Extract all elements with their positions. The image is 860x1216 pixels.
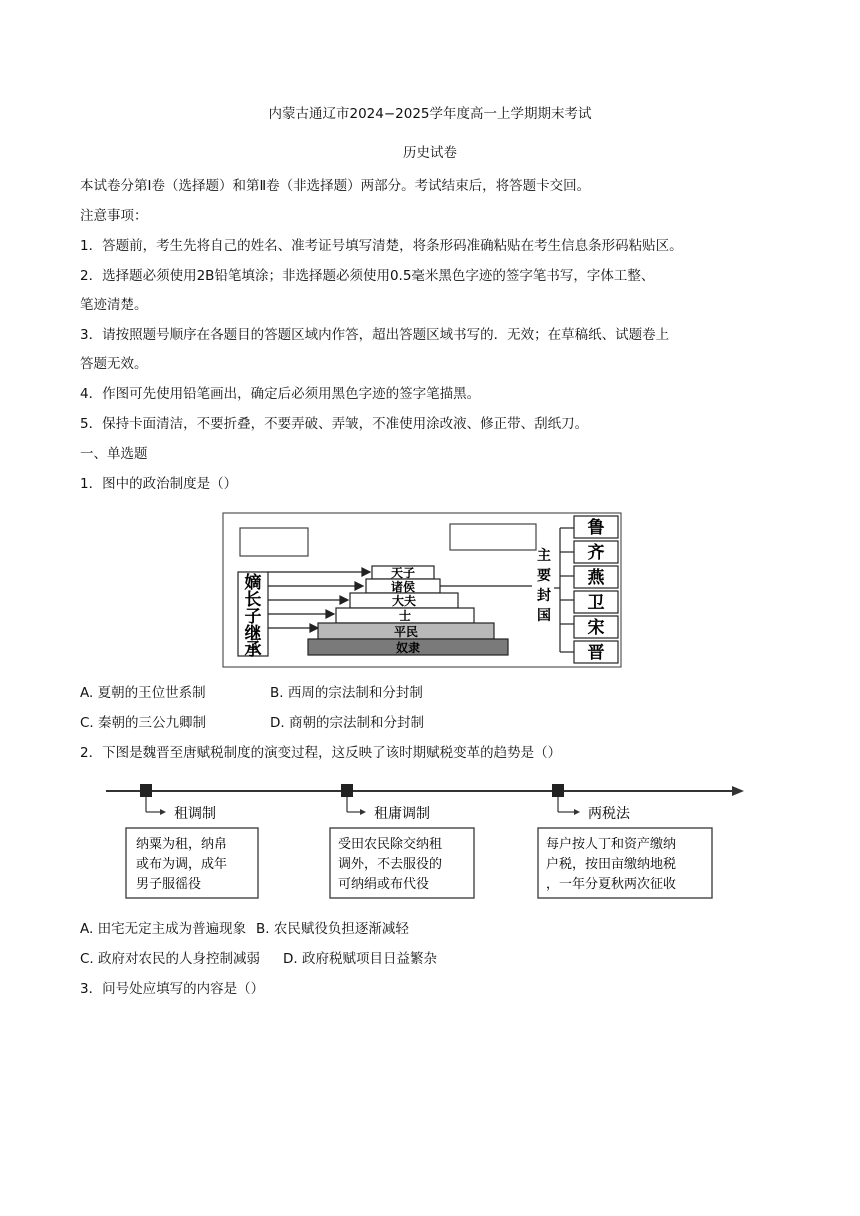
timeline-desc-line: 纳粟为租，纳帛 [136,837,228,852]
notice-item: 1．答题前，考生先将自己的姓名、准考证号填写清楚，将条形码准确粘贴在考生信息条形码粘贴区。 [80,238,683,254]
q2-option-a[interactable]: A. 田宅无定主成为普遍现象 [80,921,247,937]
blank-box-left [240,528,308,556]
center-label-char: 要 [537,568,551,584]
q1-option-c[interactable]: C. 秦朝的三公九卿制 [80,715,207,731]
notice-item: 笔迹清楚。 [80,297,148,313]
pyramid-level: 士 [398,609,412,623]
q1-option-d[interactable]: D. 商朝的宗法制和分封制 [270,715,424,731]
timeline-desc-line: 户税，按田亩缴纳地税 [546,857,677,872]
notice-heading: 注意事项： [80,208,148,224]
notice-item: 3．请按照题号顺序在各题目的答题区域内作答，超出答题区域书写的．无效；在草稿纸、试题卷上 [80,327,670,343]
blank-box-right [450,524,536,550]
timeline-desc-line: 受田农民除交纳租 [338,837,443,852]
q1-option-a[interactable]: A. 夏朝的王位世系制 [80,685,206,701]
left-label-char: 承 [244,640,262,660]
timeline-label: 租庸调制 [374,806,430,822]
left-label-char: 嫡 [244,573,262,593]
state-name: 卫 [587,593,605,613]
question-3-stem: 3．问号处应填写的内容是（） [80,981,265,997]
intro-text: 本试卷分第Ⅰ卷（选择题）和第Ⅱ卷（非选择题）两部分。考试结束后，将答题卡交回。 [80,178,591,194]
timeline-desc-line: 可纳绢或布代役 [338,877,430,892]
left-label-char: 长 [244,590,262,610]
center-label-char: 主 [537,548,551,564]
pyramid-level: 奴隶 [395,641,421,655]
timeline-label: 租调制 [174,806,216,822]
pyramid-level: 诸侯 [390,580,416,594]
state-name: 宋 [587,618,605,638]
state-name: 晋 [587,643,605,663]
state-name: 鲁 [587,518,605,538]
left-label-char: 子 [244,607,262,627]
question-1-stem: 1．图中的政治制度是（） [80,476,238,492]
q2-option-d[interactable]: D. 政府税赋项目日益繁杂 [283,951,437,967]
notice-item: 答题无效。 [80,356,148,372]
pyramid-level: 天子 [390,566,416,580]
state-name: 齐 [587,543,605,563]
left-label-char: 继 [244,624,262,644]
question-2-stem: 2．下图是魏晋至唐赋税制度的演变过程，这反映了该时期赋税变革的趋势是（） [80,745,562,761]
tax-system-timeline [104,778,746,902]
pyramid-level: 平民 [393,625,419,639]
state-name: 燕 [587,568,605,588]
timeline-desc-line: ，一年分夏秋两次征收 [546,877,677,892]
timeline-desc-line: 调外，不去服役的 [338,857,443,872]
exam-subject: 历史试卷 [403,145,457,161]
section-heading: 一、单选题 [80,446,148,462]
timeline-desc-line: 每户按人丁和资产缴纳 [546,837,677,852]
timeline-desc-line: 或布为调，成年 [136,857,228,872]
notice-item: 2．选择题必须使用2B铅笔填涂；非选择题必须使用0.5毫米黑色字迹的签字笔书写，字体工整、 [80,268,655,284]
timeline-label: 两税法 [588,806,630,822]
center-label-char: 封 [537,588,551,604]
center-label-char: 国 [537,608,551,624]
feudal-hierarchy-figure [222,512,622,668]
q1-option-b[interactable]: B. 西周的宗法制和分封制 [270,685,423,701]
notice-item: 5．保持卡面清洁，不要折叠，不要弄破、弄皱，不准使用涂改液、修正带、刮纸刀。 [80,416,589,432]
exam-title: 内蒙古通辽市2024−2025学年度高一上学期期末考试 [268,106,592,122]
timeline-desc-line: 男子服徭役 [136,877,202,892]
pyramid-level: 大夫 [391,594,417,608]
notice-item: 4．作图可先使用铅笔画出，确定后必须用黑色字迹的签字笔描黑。 [80,386,481,402]
q2-option-b[interactable]: B. 农民赋役负担逐渐减轻 [256,921,409,937]
q2-option-c[interactable]: C. 政府对农民的人身控制减弱 [80,951,261,967]
